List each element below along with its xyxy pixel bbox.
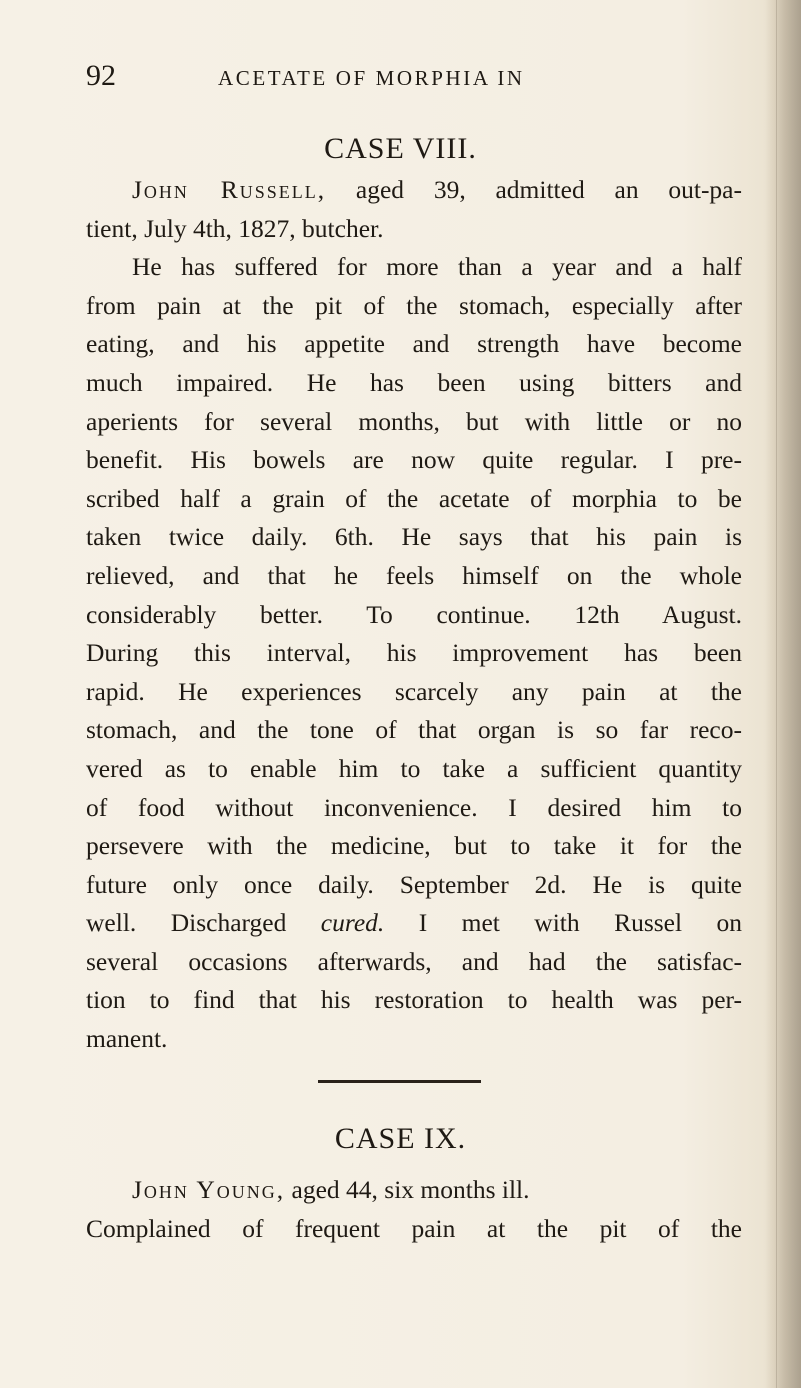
text-line: taken twice daily. 6th. He says that his pain is (86, 522, 742, 552)
text-line: of food without inconvenience. I desired him to (86, 792, 742, 822)
text-line: future only once daily. September 2d. He is quite (86, 869, 742, 899)
text-line: persevere with the medicine, but to take it for the (86, 831, 742, 861)
page-number: 92 (86, 59, 116, 92)
case-viii-heading: CASE VIII. (324, 132, 477, 165)
text-line: vered as to enable him to take a sufficient quantity (86, 753, 742, 783)
italic-cured: cured. (320, 908, 385, 938)
text-line: much impaired. He has been using bitters and (86, 367, 742, 397)
text-line: considerably better. To continue. 12th August. (86, 599, 742, 629)
patient-name: John Russell, (132, 175, 327, 204)
text-line: well. Discharged cured. I met with Russel on (86, 908, 743, 938)
text-line: He has suffered for more than a year and a half (132, 252, 742, 282)
text-line: John Young, aged 44, six months ill. (132, 1175, 530, 1204)
running-title: ACETATE OF MORPHIA IN (218, 66, 525, 90)
section-divider (318, 1080, 481, 1083)
text-line: relieved, and that he feels himself on the whole (86, 560, 742, 590)
text-line: tion to find that his restoration to health was per- (86, 985, 742, 1015)
text-line: scribed half a grain of the acetate of morphia to be (86, 483, 742, 513)
text-line: benefit. His bowels are now quite regular. I pre- (86, 445, 742, 475)
page-edge-shadow (765, 0, 801, 1388)
text-line: During this interval, his improvement has been (86, 638, 742, 668)
case-viii-text (86, 171, 742, 1059)
text-line: several occasions afterwards, and had the satisfac- (86, 946, 742, 976)
text-line: eating, and his appetite and strength have become (86, 329, 742, 359)
text-line: rapid. He experiences scarcely any pain at the (86, 676, 742, 706)
page-edge-line (776, 0, 777, 1388)
running-header (86, 58, 726, 94)
text-line: tient, July 4th, 1827, butcher. (86, 213, 384, 243)
patient-name: John Young, (132, 1175, 286, 1204)
text-line: John Russell, aged 39, admitted an out-pa- (132, 175, 742, 204)
case-ix-text (86, 1171, 742, 1248)
text-line: stomach, and the tone of that organ is so far reco- (86, 715, 742, 745)
case-ix-heading: CASE IX. (334, 1122, 467, 1155)
text-line: manent. (86, 1024, 168, 1054)
text-line: from pain at the pit of the stomach, especially after (86, 290, 742, 320)
text-line: Complained of frequent pain at the pit of the (86, 1213, 742, 1243)
text-line: aperients for several months, but with little or no (86, 406, 742, 436)
